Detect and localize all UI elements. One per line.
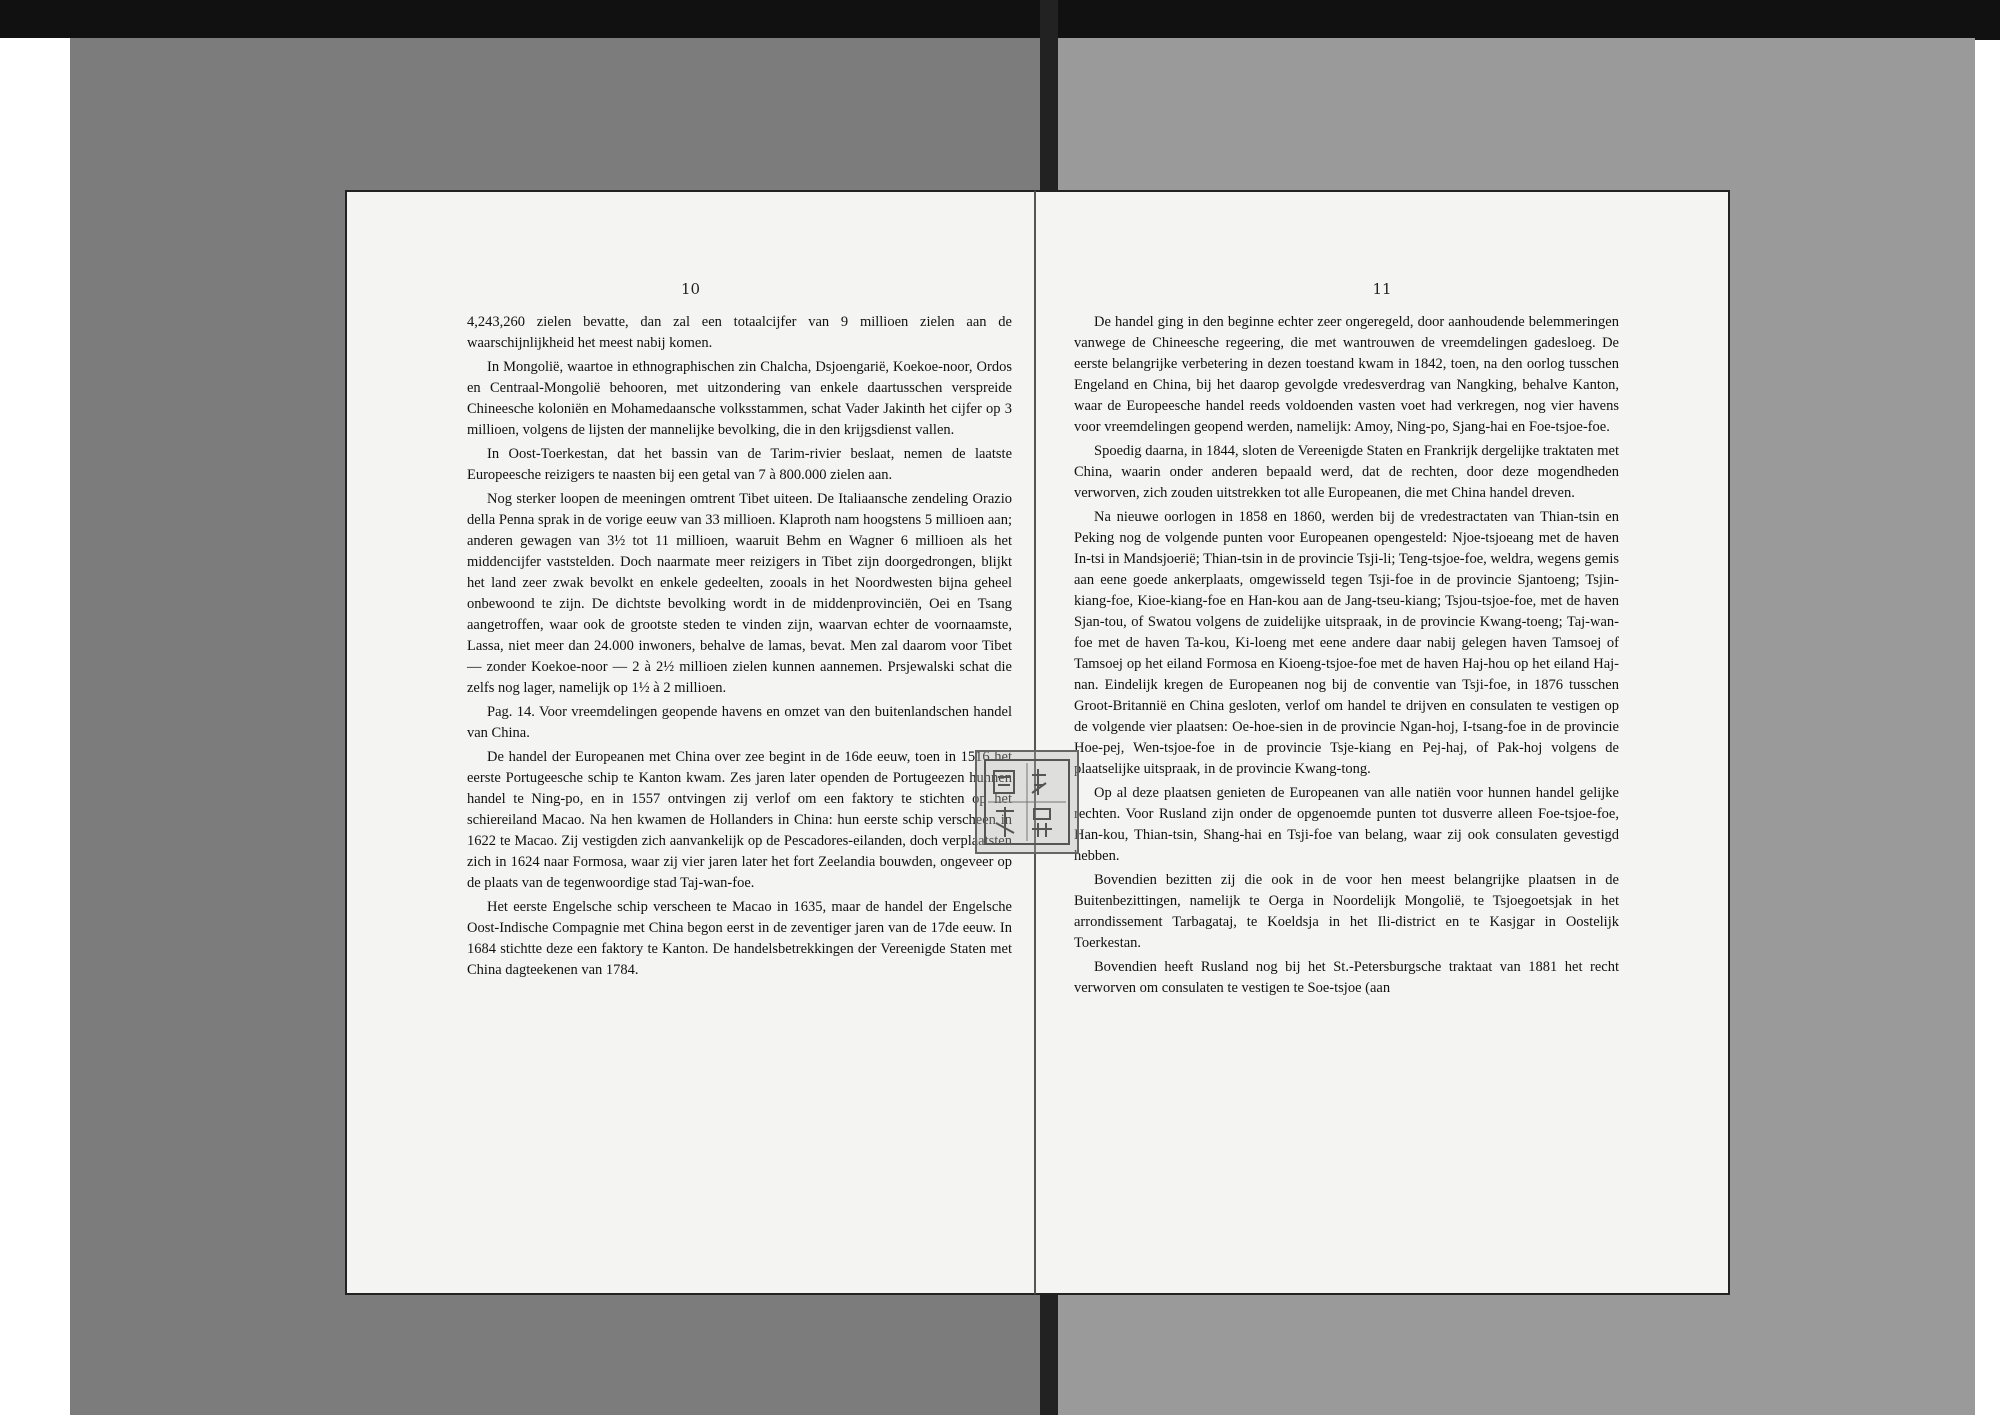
right-paragraph: Op al deze plaatsen genieten de Europeanen van alle natiën voor hunnen handel gelijke rechten. Voor Rusland zijn onder de opgenoemde punten tot dusverre alleen Foe-tsjoe-foe, Han-kou, Thian-tsin, Shang-hai en Tsji-foe van belang, waar zij ook consulaten gevestigd hebben. (1074, 785, 1619, 864)
left-paragraph: In Oost-Toerkestan, dat het bassin van de Tarim-rivier beslaat, nemen de laatste Europeesche reizigers te naasten bij een getal van 7 à 800.000 zielen aan. (467, 446, 1012, 483)
left-paragraph: Pag. 14. Voor vreemdelingen geopende havens en omzet van den buitenlandschen handel van China. (467, 704, 1012, 741)
right-paragraph: Bovendien heeft Rusland nog bij het St.-Petersburgsche traktaat van 1881 het recht verworven om consulaten te vestigen te Soe-tsjoe (aan (1074, 959, 1619, 996)
left-paragraph: 4,243,260 zielen bevatte, dan zal een totaalcijfer van 9 millioen zielen aan de waarschijnlijkheid het meest nabij komen. (467, 314, 1012, 351)
right-page-text (1074, 312, 1619, 1002)
stamp-seal-icon (982, 757, 1072, 847)
library-stamp-icon (975, 750, 1079, 854)
scan-border-right (1975, 0, 2000, 40)
left-page-number: 10 (680, 280, 701, 298)
right-page-number: 11 (1372, 280, 1392, 298)
left-paragraph: De handel der Europeanen met China over zee begint in de 16de eeuw, toen in 1516 het eerste Portugeesche schip te Kanton kwam. Zes jaren later openden de Portugeezen hunnen handel te Ning-po, en in 1557 ontvingen zij verlof om een faktory te stichten op het schiereiland Macao. Na hen kwamen de Hollanders in China: hun eerste schip verscheen in 1622 te Macao. Zij vestigden zich aanvankelijk op de Pescadores-eilanden, doch verplaatsten zich in 1624 naar Formosa, waar zij vier jaren later het fort Zeelandia bouwden, ongeveer op de plaats van de tegenwoordige stad Taj-wan-foe. (467, 749, 1012, 891)
right-paragraph: De handel ging in den beginne echter zeer ongeregeld, door aanhoudende belemmeringen vanwege de Chineesche regeering, die met wantrouwen de vreemdelingen gadesloeg. De eerste belangrijke verbetering in dezen toestand kwam in 1842, toen, na den oorlog tusschen Engeland en China, bij het daarop gevolgde vredesverdrag van Nangking, behalve Kanton, waar de Europeesche handel reeds voldoenden vasten voet had verkregen, nog vier havens voor vreemdelingen geopend werden, namelijk: Amoy, Ning-po, Sjang-hai en Foe-tsjoe-foe. (1074, 314, 1619, 435)
left-paragraph: Het eerste Engelsche schip verscheen te Macao in 1635, maar de handel der Engelsche Oost-Indische Compagnie met China begon eerst in de zeventiger jaren van de 17de eeuw. In 1684 stichtte deze een faktory te Kanton. De handelsbetrekkingen der Vereenigde Staten met China dagteekenen van 1784. (467, 899, 1012, 978)
left-paragraph: Nog sterker loopen de meeningen omtrent Tibet uiteen. De Italiaansche zendeling Orazio della Penna sprak in de vorige eeuw van 33 millioen. Klaproth nam hoogstens 5 millioen aan; anderen gewagen van 3½ tot 11 millioen, waaruit Behm en Wagner 6 millioen als het middencijfer vaststelden. Doch naarmate meer reizigers in Tibet zijn doorgedrongen, blijkt het land zeer zwak bevolkt en enkele gedeelten, zooals in het Noordwesten bijna geheel onbewoond te zijn. De dichtste bevolking wordt in de middenprovinciën, Oei en Tsang aangetroffen, waar ook de grootste steden te vinden zijn, waarvan echter de voornaamste, Lassa, niet meer dan 24.000 inwoners, behalve de lamas, bevat. Men zal daarom voor Tibet — zonder Koekoe-noor — 2 à 2½ millioen zielen kunnen aannemen. Prsjewalski schat die zelfs nog lager, namelijk op 1½ à 2 millioen. (467, 491, 1012, 696)
scan-border-top-left (0, 0, 1045, 38)
left-page-text (467, 312, 1012, 984)
left-paragraph: In Mongolië, waartoe in ethnographischen zin Chalcha, Dsjoengarië, Koekoe-noor, Ordos en Centraal-Mongolië behooren, met uitzondering van enkele daartusschen verspreide Chineesche koloniën en Mohamedaansche volksstammen, schat Vader Jakinth het cijfer op 3 millioen, volgens de lijsten der mannelijke bevolking, die in den krijgsdienst vallen. (467, 359, 1012, 438)
scan-border-top-right (1055, 0, 2000, 38)
left-page (345, 190, 1035, 1295)
right-paragraph: Spoedig daarna, in 1844, sloten de Vereenigde Staten en Frankrijk dergelijke traktaten met China, waarin onder anderen bepaald werd, dat de rechten, door deze mogendheden verworven, zich zouden uitstrekken tot alle Europeanen, die met China handel dreven. (1074, 443, 1619, 501)
right-page (1035, 190, 1730, 1295)
right-paragraph: Na nieuwe oorlogen in 1858 en 1860, werden bij de vredestractaten van Thian-tsin en Peking nog de volgende punten voor Europeanen opengesteld: Njoe-tsjoeang met de haven In-tsi in Mandsjoerië; Thian-tsin in de provincie Tsji-li; Teng-tsjoe-foe, weldra, wegens gemis aan eene goede ankerplaats, omgewisseld tegen Tsji-foe in de provincie Sjantoeng; Tsjin-kiang-foe, Kioe-kiang-foe en Han-kou aan de Jang-tseu-kiang; Tsjou-tsjoe-foe, met de haven Sjan-tou, of Swatou volgens de zuidelijke uitspraak, in de provincie Kwang-toeng; Taj-wan-foe met de haven Ta-kou, Ki-loeng met eene andere daar nabij gelegen haven Tamsoej of Tamsoej op het eiland Formosa en Kioeng-tsjoe-foe met de haven Haj-hou op het eiland Haj-nan. Eindelijk kregen de Europeanen nog bij de conventie van Tsji-foe, in 1876 tusschen Groot-Britannië en China gesloten, verlof om handel te drijven en consulaten te vestigen op de volgende vier plaatsen: Oe-hoe-sien in de provincie Ngan-hoj, I-tsang-foe in de provincie Hoe-pej, Wen-tsjoe-foe in de provincie Tsje-kiang en Pej-haj, of Pak-hoj volgens de plaatselijke uitspraak, in de provincie Kwang-tong. (1074, 509, 1619, 777)
right-paragraph: Bovendien bezitten zij die ook in de voor hen meest belangrijke plaatsen in de Buitenbezittingen, namelijk te Oerga in Noordelijk Mongolië, te Tsjoegoetsjak in het arrondissement Tarbagataj, te Koeldsja in het Ili-district en te Kasjgar in Oostelijk Toerkestan. (1074, 872, 1619, 951)
